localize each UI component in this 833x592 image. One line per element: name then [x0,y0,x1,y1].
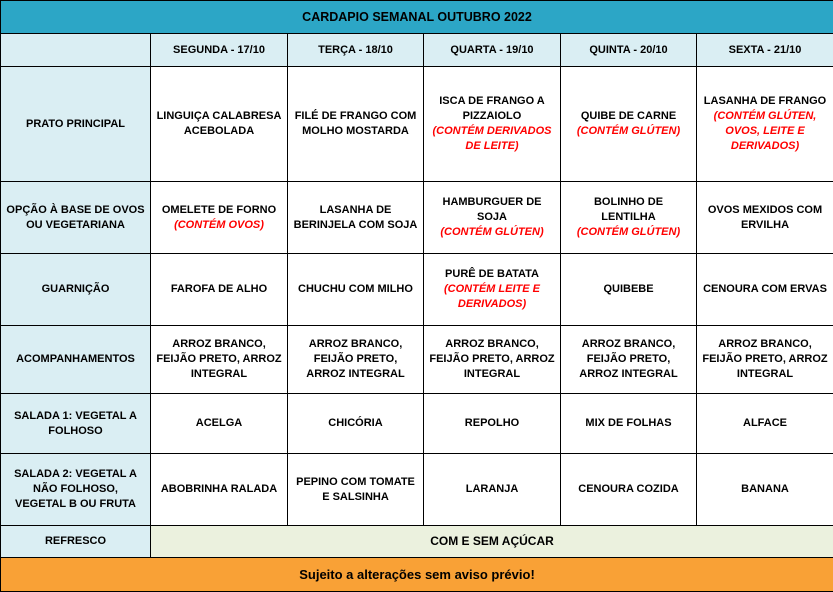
menu-item-text: MIX DE FOLHAS [566,416,691,431]
menu-item-text: OMELETE DE FORNO [156,203,282,218]
menu-cell [424,454,561,526]
menu-cell [424,394,561,454]
menu-item-text: PURÊ DE BATATA [429,267,555,282]
menu-item-text: QUIBEBE [566,282,691,297]
page-title: CARDAPIO SEMANAL OUTUBRO 2022 [1,1,833,34]
table-row-refresco [1,526,833,558]
table-row-guarnicao [1,254,833,326]
menu-cell [424,182,561,254]
menu-item-text: CENOURA COZIDA [566,482,691,497]
menu-cell [697,182,833,254]
menu-item-text: CHICÓRIA [293,416,418,431]
row-label: SALADA 1: VEGETAL A FOLHOSO [1,394,151,454]
menu-cell [697,67,833,182]
menu-item-text: CENOURA COM ERVAS [702,282,828,297]
menu-cell [288,394,424,454]
day-header-friday: SEXTA - 21/10 [697,34,833,67]
menu-cell [561,326,697,394]
menu-item-text: QUIBE DE CARNE [566,109,691,124]
menu-cell [424,67,561,182]
menu-cell [151,326,288,394]
allergen-note: (CONTÉM LEITE E DERIVADOS) [429,282,555,312]
menu-item-text: OVOS MEXIDOS COM ERVILHA [702,203,828,233]
menu-item-text: ARROZ BRANCO, FEIJÃO PRETO, ARROZ INTEGRAL [702,337,828,382]
menu-item-text: ABOBRINHA RALADA [156,482,282,497]
allergen-note: (CONTÉM GLÚTEN) [429,225,555,240]
menu-cell [561,394,697,454]
menu-item-text: ALFACE [702,416,828,431]
menu-item-text: BOLINHO DE LENTILHA [566,195,691,225]
menu-item-text: ISCA DE FRANGO A PIZZAIOLO [429,94,555,124]
corner-cell [1,34,151,67]
menu-item-text: ARROZ BRANCO, FEIJÃO PRETO, ARROZ INTEGRAL [566,337,691,382]
menu-item-text: FAROFA DE ALHO [156,282,282,297]
menu-item-text: LASANHA DE BERINJELA COM SOJA [293,203,418,233]
menu-cell [561,254,697,326]
menu-cell [561,182,697,254]
footer-notice: Sujeito a alterações sem aviso prévio! [1,558,833,592]
menu-cell [151,254,288,326]
menu-cell [288,326,424,394]
day-header-monday: SEGUNDA - 17/10 [151,34,288,67]
table-row-prato-principal [1,67,833,182]
menu-cell [151,67,288,182]
row-label: SALADA 2: VEGETAL A NÃO FOLHOSO, VEGETAL B OU FRUTA [1,454,151,526]
menu-item-text: HAMBURGUER DE SOJA [429,195,555,225]
table-row-salada-2 [1,454,833,526]
menu-item-text: ARROZ BRANCO, FEIJÃO PRETO, ARROZ INTEGRAL [429,337,555,382]
menu-cell [288,454,424,526]
menu-item-text: LINGUIÇA CALABRESA ACEBOLADA [156,109,282,139]
menu-cell [424,326,561,394]
allergen-note: (CONTÉM GLÚTEN) [566,225,691,240]
table-row-acompanhamentos [1,326,833,394]
allergen-note: (CONTÉM GLÚTEN, OVOS, LEITE E DERIVADOS) [702,109,828,154]
row-label: OPÇÃO À BASE DE OVOS OU VEGETARIANA [1,182,151,254]
row-label: GUARNIÇÃO [1,254,151,326]
footer-row [1,558,833,592]
allergen-note: (CONTÉM OVOS) [156,218,282,233]
row-label: REFRESCO [1,526,151,558]
menu-item-text: PEPINO COM TOMATE E SALSINHA [293,475,418,505]
menu-item-text: CHUCHU COM MILHO [293,282,418,297]
title-row [1,1,833,34]
menu-cell [424,254,561,326]
menu-item-text: LARANJA [429,482,555,497]
menu-item-text: FILÉ DE FRANGO COM MOLHO MOSTARDA [293,109,418,139]
menu-cell [697,254,833,326]
menu-cell [288,182,424,254]
menu-item-text: LASANHA DE FRANGO [702,94,828,109]
day-header-tuesday: TERÇA - 18/10 [288,34,424,67]
row-label: PRATO PRINCIPAL [1,67,151,182]
table-row-salada-1 [1,394,833,454]
day-header-row [1,34,833,67]
menu-item-text: BANANA [702,482,828,497]
menu-cell [561,67,697,182]
menu-cell [288,67,424,182]
menu-cell [697,326,833,394]
menu-cell [151,454,288,526]
allergen-note: (CONTÉM DERIVADOS DE LEITE) [429,124,555,154]
allergen-note: (CONTÉM GLÚTEN) [566,124,691,139]
menu-cell [697,394,833,454]
table-row-opcao-vegetariana [1,182,833,254]
refresco-value: COM E SEM AÇÚCAR [151,526,833,558]
day-header-thursday: QUINTA - 20/10 [561,34,697,67]
menu-cell [151,182,288,254]
menu-cell [697,454,833,526]
menu-cell [288,254,424,326]
day-header-wednesday: QUARTA - 19/10 [424,34,561,67]
menu-item-text: REPOLHO [429,416,555,431]
menu-item-text: ARROZ BRANCO, FEIJÃO PRETO, ARROZ INTEGRAL [293,337,418,382]
menu-cell [151,394,288,454]
row-label: ACOMPANHAMENTOS [1,326,151,394]
menu-item-text: ARROZ BRANCO, FEIJÃO PRETO, ARROZ INTEGRAL [156,337,282,382]
menu-cell [561,454,697,526]
menu-item-text: ACELGA [156,416,282,431]
